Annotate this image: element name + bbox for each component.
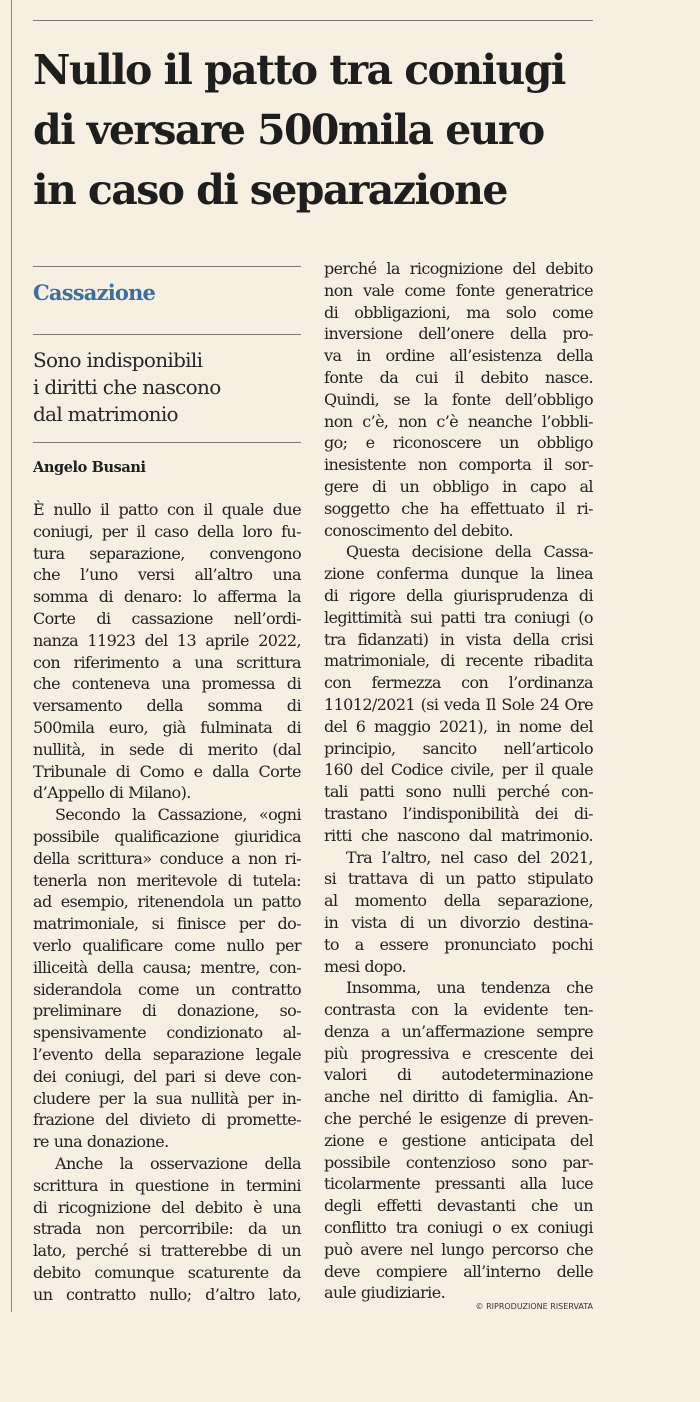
text-line: d’Appello di Milano).: [33, 783, 191, 803]
text-line: possibile contenzioso sono par-: [324, 1152, 593, 1172]
text-line: non vale come fonte generatrice: [324, 280, 593, 300]
text-line: nanza 11923 del 13 aprile 2022,: [33, 630, 301, 650]
headline-line: Nullo il patto tra coniugi: [33, 46, 565, 94]
text-line: inversione dell’onere della pro-: [324, 324, 593, 344]
text-line: somma di denaro: lo afferma la: [33, 587, 301, 607]
text-line: conoscimento del debito.: [324, 520, 514, 540]
text-line: coniugi, per il caso della loro fu-: [33, 521, 301, 541]
text-line: tali patti sono nulli perché con-: [324, 782, 593, 802]
subtitle-line: dal matrimonio: [33, 402, 178, 426]
text-line: in vista di un divorzio destina-: [324, 912, 593, 932]
right-column: [324, 258, 593, 1304]
text-line: zione conferma dunque la linea: [324, 564, 593, 584]
text-line: legittimità sui patti tra coniugi (o: [324, 607, 593, 627]
text-line: possibile qualificazione giuridica: [33, 826, 301, 846]
text-line: Corte di cassazione nell’ordi-: [33, 608, 301, 628]
text-line: conflitto tra coniugi o ex coniugi: [324, 1218, 593, 1238]
text-line: mesi dopo.: [324, 956, 406, 976]
text-line: un contratto nullo; d’altro lato,: [33, 1284, 301, 1304]
text-line: Anche la osservazione della: [55, 1153, 301, 1173]
text-line: Tribunale di Como e dalla Corte: [33, 761, 301, 781]
text-line: può avere nel lungo percorso che: [324, 1239, 593, 1259]
text-line: al momento della separazione,: [324, 891, 593, 911]
text-line: del 6 maggio 2021), in nome del: [324, 716, 593, 736]
text-line: nullità, in sede di merito (dal: [33, 739, 301, 759]
text-line: Insomma, una tendenza che: [346, 978, 593, 998]
text-line: degli effetti devastanti che un: [324, 1196, 593, 1216]
subtitle-top-rule: [33, 334, 301, 335]
text-line: trastano l’indisponibilità dei di-: [324, 803, 593, 823]
text-line: spensivamente condizionato al-: [33, 1023, 301, 1043]
text-line: frazione del divieto di promette-: [33, 1110, 301, 1130]
text-line: tura separazione, convengono: [33, 543, 301, 563]
text-line: ticolarmente pressanti alla luce: [324, 1174, 593, 1194]
text-line: debito comunque scaturente da: [33, 1262, 301, 1282]
text-line: re una donazione.: [33, 1132, 169, 1152]
text-line: cludere per la sua nullità per in-: [33, 1088, 301, 1108]
text-line: perché la ricognizione del debito: [324, 259, 593, 278]
text-line: lato, perché si tratterebbe di un: [33, 1241, 301, 1261]
subtitle-line: i diritti che nascono: [33, 375, 221, 399]
text-line: siderandola come un contratto: [33, 979, 301, 999]
text-line: valori di autodeterminazione: [324, 1065, 593, 1085]
article-body-right: [324, 258, 593, 1304]
left-column: [33, 266, 301, 1305]
text-line: matrimoniale, di recente ribadita: [324, 651, 593, 671]
text-line: ritti che nascono dal matrimonio.: [324, 825, 593, 845]
text-line: 160 del Codice civile, per il quale: [324, 760, 593, 780]
text-line: scrittura in questione in termini: [33, 1175, 301, 1195]
text-line: anche nel diritto di famiglia. An-: [324, 1087, 593, 1107]
text-line: con riferimento a una scrittura: [33, 652, 301, 672]
text-line: soggetto che ha effettuato il ri-: [324, 498, 593, 518]
text-line: con fermezza con l’ordinanza: [324, 673, 593, 693]
text-line: che l’uno versi all’altro una: [33, 565, 301, 585]
byline-top-rule: [33, 442, 301, 443]
text-line: preliminare di donazione, so-: [33, 1001, 301, 1021]
text-line: principio, sancito nell’articolo: [324, 738, 593, 758]
text-line: di rigore della giurisprudenza di: [324, 585, 593, 605]
text-line: È nullo il patto con il quale due: [33, 500, 301, 519]
text-line: di obbligazioni, ma solo come: [324, 302, 593, 322]
text-line: strada non percorribile: da un: [33, 1219, 301, 1239]
text-line: ad esempio, ritenendola un patto: [33, 892, 301, 912]
text-line: to a essere pronunciato pochi: [324, 934, 593, 954]
text-line: matrimoniale, si finisce per do-: [33, 914, 301, 934]
text-line: che conteneva una promessa di: [33, 674, 301, 694]
text-line: verlo qualificare come nullo per: [33, 935, 301, 955]
text-line: tra fidanzati) in vista della crisi: [324, 629, 593, 649]
author-byline: Angelo Busani: [33, 459, 146, 476]
kicker-top-rule: [33, 266, 301, 267]
text-line: zione e gestione anticipata del: [324, 1130, 593, 1150]
text-line: gere di un obbligo in capo al: [324, 476, 593, 496]
top-rule: [33, 20, 593, 21]
text-line: che perché le esigenze di preven-: [324, 1109, 593, 1129]
text-line: Secondo la Cassazione, «ogni: [55, 805, 301, 825]
text-line: fonte da cui il debito nasce.: [324, 367, 593, 387]
text-line: aule giudiziarie.: [324, 1283, 446, 1303]
text-line: più progressiva e crescente dei: [324, 1043, 593, 1063]
text-line: l’evento della separazione legale: [33, 1044, 301, 1064]
text-line: Quindi, se la fonte dell’obbligo: [324, 389, 593, 409]
text-line: va in ordine all’esistenza della: [324, 346, 593, 366]
text-line: 500mila euro, già fulminata di: [33, 717, 301, 737]
text-line: Tra l’altro, nel caso del 2021,: [346, 847, 593, 867]
text-line: deve compiere all’interno delle: [324, 1261, 593, 1281]
headline: [33, 40, 633, 220]
text-line: si trattava di un patto stipulato: [324, 869, 593, 889]
text-line: inesistente non comporta il sor-: [324, 455, 593, 475]
text-line: illiceità della causa; mentre, con-: [33, 957, 301, 977]
text-line: go; e riconoscere un obbligo: [324, 433, 593, 453]
copyright-notice: © RIPRODUZIONE RISERVATA: [475, 1302, 593, 1311]
text-line: denza a un’affermazione sempre: [324, 1021, 593, 1041]
text-line: della scrittura» conduce a non ri-: [33, 848, 301, 868]
section-kicker: Cassazione: [33, 280, 156, 305]
text-line: Questa decisione della Cassa-: [346, 542, 593, 562]
text-line: tenerla non meritevole di tutela:: [33, 870, 301, 890]
text-line: non c’è, non c’è neanche l’obbli-: [324, 411, 593, 431]
text-line: contrasta con la evidente ten-: [324, 1000, 593, 1020]
article-body-left: [33, 499, 301, 1305]
page-left-rule: [11, 0, 12, 1312]
text-line: di ricognizione del debito è una: [33, 1197, 301, 1217]
text-line: dei coniugi, del pari si deve con-: [33, 1066, 301, 1086]
subtitle-line: Sono indisponibili: [33, 348, 203, 372]
subtitle: [33, 347, 301, 442]
text-line: versamento della somma di: [33, 696, 301, 716]
headline-line: in caso di separazione: [33, 166, 507, 214]
text-line: 11012/2021 (si veda Il Sole 24 Ore: [324, 694, 593, 714]
headline-line: di versare 500mila euro: [33, 106, 544, 154]
